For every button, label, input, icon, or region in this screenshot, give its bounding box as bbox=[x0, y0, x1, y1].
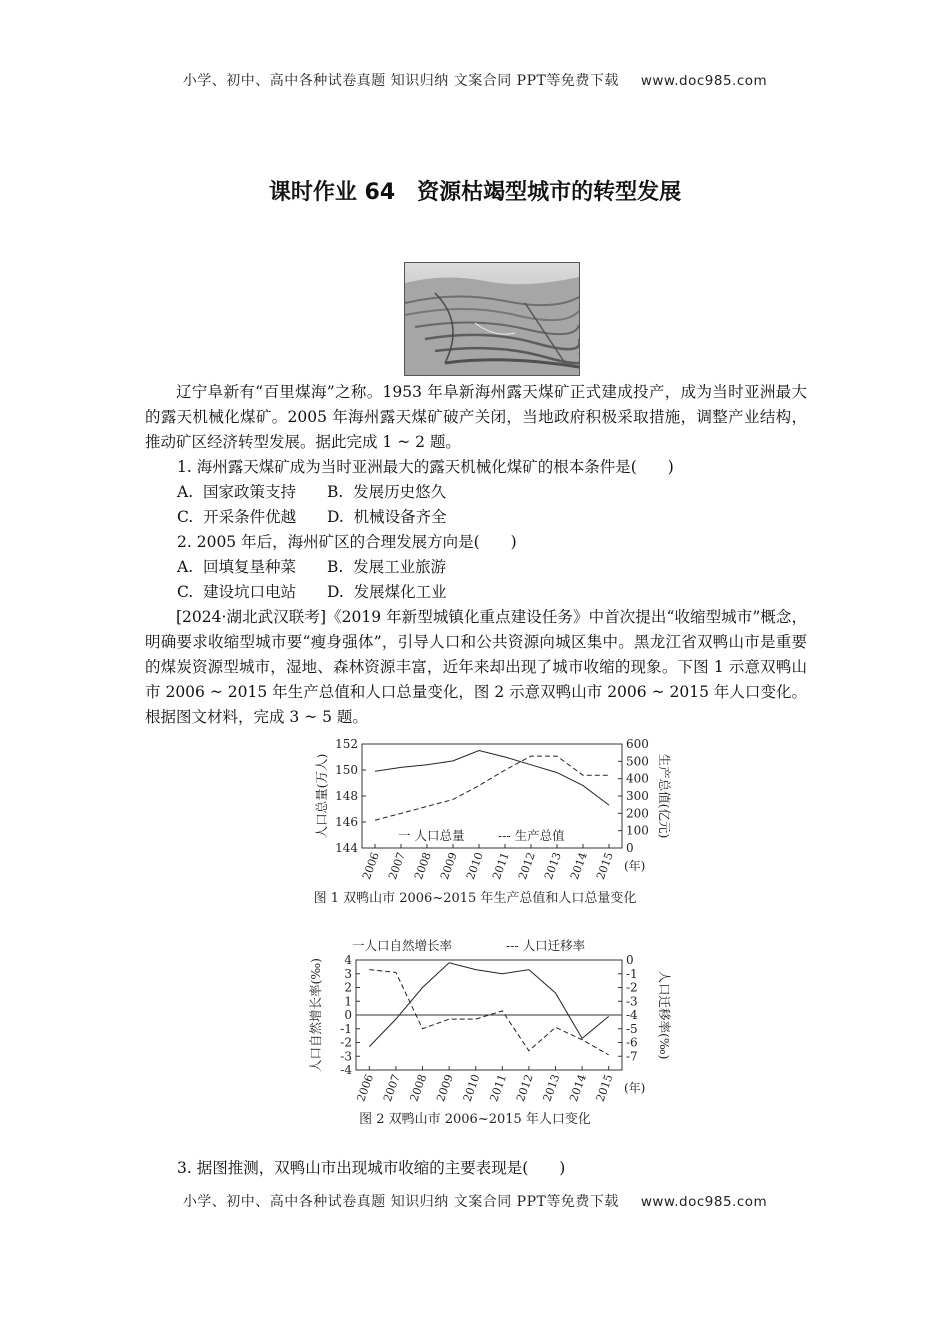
fig1-x-tick-label: 2015 bbox=[594, 850, 616, 882]
section-one bbox=[145, 380, 807, 730]
fig2-y-right-label: 人口迁移率(‰) bbox=[657, 970, 672, 1060]
fig1-x-tick-label: 2008 bbox=[412, 850, 434, 882]
coal-mine-photo bbox=[404, 262, 580, 376]
fig2-right-tick-label: -2 bbox=[626, 980, 638, 995]
fig1-x-tick-label: 2013 bbox=[542, 850, 564, 882]
fig1-x-tick-label: 2006 bbox=[360, 850, 382, 882]
fig2-series-right-line bbox=[369, 970, 608, 1055]
q2-option-a: A. 回填复垦种菜 bbox=[177, 558, 296, 576]
fig2-left-tick-label: -1 bbox=[340, 1021, 352, 1036]
fig2-right-tick-label: -7 bbox=[626, 1049, 638, 1064]
passage-1: 辽宁阜新有“百里煤海”之称。1953 年阜新海州露天煤矿正式建成投产，成为当时亚洲最大的露天机械化煤矿。2005 年海州露天煤矿破产关闭，当地政府积极采取措施，调整产业结构，推动矿区经济转型发展。据此完成 1 ~ 2 题。 bbox=[145, 383, 807, 451]
fig1-right-tick-label: 300 bbox=[626, 789, 649, 803]
fig2-x-tick-label: 2010 bbox=[460, 1072, 483, 1102]
fig2-x-tick-label: 2012 bbox=[513, 1072, 536, 1102]
footer-site: www.doc985.com bbox=[640, 1194, 768, 1210]
header-text: 小学、初中、高中各种试卷真题 知识归纳 文案合同 PPT等免费下载 bbox=[182, 73, 619, 89]
fig2-x-unit: (年) bbox=[624, 1081, 646, 1095]
fig1-y-left-label: 人口总量(万人) bbox=[314, 753, 329, 839]
fig2-x-tick-label: 2013 bbox=[540, 1072, 563, 1102]
q1-option-c: C. 开采条件优越 bbox=[177, 508, 297, 526]
fig1-right-tick-label: 400 bbox=[626, 771, 649, 786]
question-2-options-row2 bbox=[145, 580, 807, 605]
passage-2: [2024·湖北武汉联考]《2019 年新型城镇化重点建设任务》中首次提出“收缩型城市”概念，明确要求收缩型城市要“瘦身强体”，引导人口和公共资源向城区集中。黑龙江省双鸭山市是重要的煤炭资源型城市，湿地、森林资源丰富，近年来却出现了城市收缩的现象。下图 1 示意双鸭山市 2006 ~ 2015 年生产总值和人口总量变化，图 2 示意双鸭山市 2006 ~ 2015 年人口变化。根据图文材料，完成 3 ~ 5 题。 bbox=[145, 608, 807, 726]
fig1-right-tick-label: 200 bbox=[626, 806, 649, 821]
q1-option-b: B. 发展历史悠久 bbox=[327, 483, 447, 501]
fig1-left-tick-label: 144 bbox=[335, 841, 358, 855]
fig1-left-tick-label: 152 bbox=[335, 737, 358, 751]
fig2-x-tick-label: 2014 bbox=[567, 1072, 589, 1102]
fig1-legend-item: 一 人口总量 bbox=[398, 828, 465, 843]
fig2-y-left-label: 人口自然增长率(‰) bbox=[308, 957, 323, 1073]
q1-option-a: A. 国家政策支持 bbox=[177, 483, 296, 501]
fig2-left-tick-label: 4 bbox=[344, 953, 352, 967]
q2-option-b: B. 发展工业旅游 bbox=[327, 558, 447, 576]
fig1-x-tick-label: 2009 bbox=[438, 850, 460, 882]
fig1-series-left-line bbox=[375, 751, 609, 806]
page-footer bbox=[0, 1191, 950, 1211]
figure-2-caption: 图 2 双鸭山市 2006~2015 年人口变化 bbox=[359, 1112, 591, 1127]
fig2-left-tick-label: 0 bbox=[344, 1008, 352, 1022]
fig2-right-tick-label: -6 bbox=[626, 1035, 638, 1050]
fig2-left-tick-label: -2 bbox=[340, 1035, 352, 1050]
header-site: www.doc985.com bbox=[640, 73, 768, 89]
fig1-right-tick-label: 100 bbox=[626, 823, 649, 838]
fig2-right-tick-label: -1 bbox=[626, 966, 638, 981]
fig1-x-tick-label: 2011 bbox=[490, 850, 512, 882]
fig1-left-tick-label: 146 bbox=[335, 815, 358, 829]
figure-2 bbox=[300, 934, 680, 1102]
fig1-legend-item: --- 生产总值 bbox=[498, 828, 565, 843]
question-1-options-row1 bbox=[145, 480, 807, 505]
q2-option-c: C. 建设坑口电站 bbox=[177, 583, 297, 601]
fig1-right-tick-label: 600 bbox=[626, 737, 649, 751]
fig1-series-right-line bbox=[375, 756, 609, 820]
figure-1 bbox=[300, 732, 680, 882]
question-2-options-row1 bbox=[145, 555, 807, 580]
fig2-x-tick-label: 2006 bbox=[354, 1072, 377, 1102]
fig2-series-left-line bbox=[369, 963, 608, 1047]
fig1-x-tick-label: 2010 bbox=[464, 850, 486, 882]
figure-1-chart bbox=[300, 732, 680, 882]
fig1-right-tick-label: 500 bbox=[626, 754, 649, 769]
fig1-x-tick-label: 2012 bbox=[516, 850, 538, 882]
fig2-left-tick-label: -3 bbox=[340, 1049, 352, 1064]
fig2-left-tick-label: 3 bbox=[344, 966, 352, 981]
q2-option-d: D. 发展煤化工业 bbox=[327, 583, 447, 601]
page-title: 课时作业 64 资源枯竭型城市的转型发展 bbox=[268, 180, 682, 205]
figure-1-caption: 图 1 双鸭山市 2006~2015 年生产总值和人口总量变化 bbox=[313, 891, 637, 906]
fig2-right-tick-label: -5 bbox=[626, 1021, 638, 1036]
fig2-right-tick-label: -4 bbox=[626, 1008, 638, 1022]
fig2-left-tick-label: 2 bbox=[344, 980, 352, 995]
q1-option-d: D. 机械设备齐全 bbox=[327, 508, 447, 526]
fig1-x-tick-label: 2007 bbox=[386, 850, 408, 882]
fig2-x-tick-label: 2015 bbox=[593, 1072, 616, 1102]
fig1-left-tick-label: 150 bbox=[335, 763, 358, 777]
fig1-x-tick-label: 2014 bbox=[568, 850, 590, 882]
fig2-x-tick-label: 2011 bbox=[487, 1072, 510, 1102]
figure-2-chart bbox=[300, 934, 680, 1102]
fig1-y-right-label: 生产总值(亿元) bbox=[657, 753, 672, 839]
fig2-legend-item: --- 人口迁移率 bbox=[506, 938, 586, 953]
fig2-left-tick-label: -4 bbox=[340, 1063, 352, 1077]
footer-text: 小学、初中、高中各种试卷真题 知识归纳 文案合同 PPT等免费下载 bbox=[182, 1194, 619, 1210]
fig1-right-tick-label: 0 bbox=[626, 841, 634, 855]
question-2: 2. 2005 年后，海州矿区的合理发展方向是( ) bbox=[177, 533, 517, 551]
question-1: 1. 海州露天煤矿成为当时亚洲最大的露天机械化煤矿的根本条件是( ) bbox=[177, 458, 674, 476]
open-pit-mine-image bbox=[405, 263, 579, 375]
section-two bbox=[145, 1156, 807, 1181]
fig2-x-tick-label: 2008 bbox=[407, 1072, 430, 1102]
fig1-left-tick-label: 148 bbox=[335, 789, 358, 803]
fig2-right-tick-label: -3 bbox=[626, 994, 638, 1009]
page-header bbox=[0, 70, 950, 90]
fig2-right-tick-label: 0 bbox=[626, 953, 634, 967]
fig2-legend-item: 一人口自然增长率 bbox=[352, 938, 453, 953]
question-1-options-row2 bbox=[145, 505, 807, 530]
question-3: 3. 据图推测，双鸭山市出现城市收缩的主要表现是( ) bbox=[177, 1159, 566, 1177]
fig1-x-unit: (年) bbox=[624, 859, 646, 873]
fig2-x-tick-label: 2009 bbox=[434, 1072, 456, 1102]
fig2-x-tick-label: 2007 bbox=[380, 1072, 403, 1102]
fig2-left-tick-label: 1 bbox=[344, 994, 352, 1009]
